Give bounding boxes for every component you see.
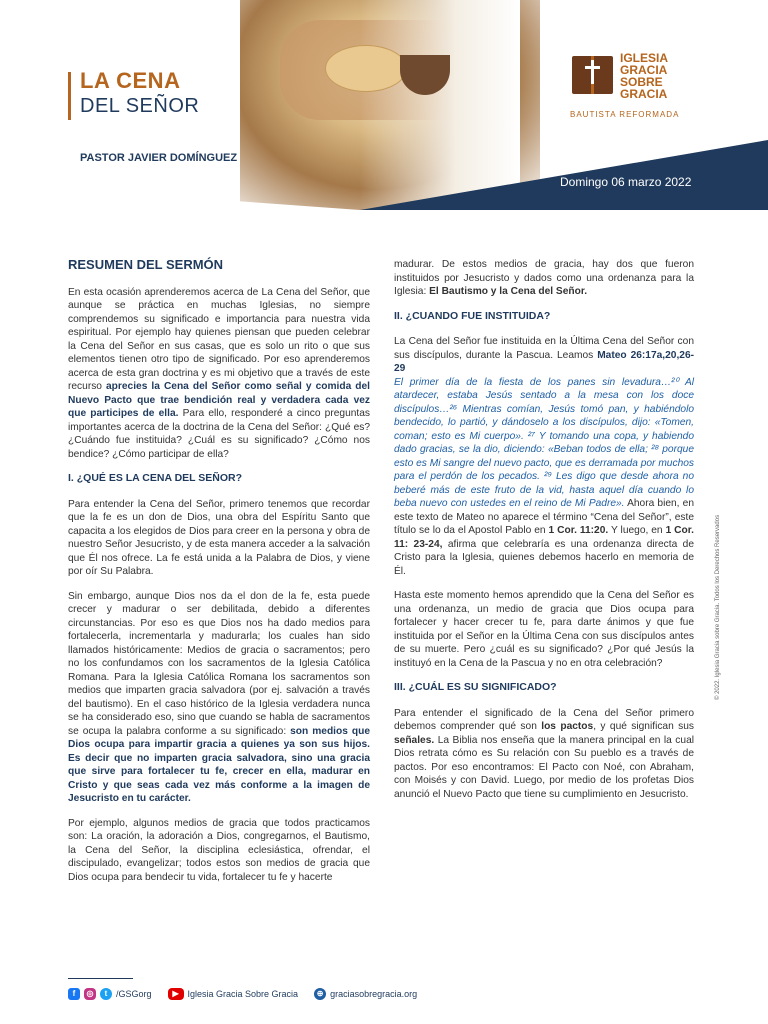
pastor-name: PASTOR JAVIER DOMÍNGUEZ — [80, 152, 238, 164]
sacraments-paragraph: Sin embargo, aunque Dios nos da el don de la fe, esta puede crecer y madurar o ser debilitada, debido a diferentes circunstancias. Por eso es que Dios nos ha dado medios para fortalecerla, incrementarla y madurarla; los cuales han sido llamados históricamente: Medios de gracia o sacramentos; pero no los confundamos con los sacramentos de la Iglesia Católica Romana. Para la Iglesia Católica Romana los sacramentos son medios que imparten gracia salvadora (por ej. salvación a través del bautismo). En el caso histórico de la Iglesia verdadera nunca se ha considerado eso, sino que cuando se habla de sacramentos se ocupa la palabra conforme a su significado: son medios que Dios ocupa para impartir gracia a quienes ya son sus hijos. Es decir que no imparten gracia salvadora, sino una gracia que sirve para fortalecer tu fe, crecer en ella, madurar en Cristo y que seas cada vez más conforme a la imagen de Jesucristo en tu carácter. — [68, 590, 370, 804]
facebook-icon[interactable]: f — [68, 988, 80, 1000]
church-logo — [570, 50, 690, 130]
logo-tagline: BAUTISTA REFORMADA — [570, 110, 680, 119]
twitter-icon[interactable]: t — [100, 988, 112, 1000]
question-1-heading: I. ¿QUÉ ES LA CENA DEL SEÑOR? — [68, 472, 243, 484]
logo-text-iglesia: IGLESIA — [620, 51, 669, 65]
scripture-verse: El primer día de la fiesta de los panes sin levadura…²⁰ Al atardecer, estaba Jesús sentado a la mesa con los doce discípulos…²⁶ Mientras comían, Jesús tomó pan, y habiéndolo bendecido, lo partió, y dándoselo a los discípulos, dijo: «Tomen, coman; esto es Mi cuerpo». ²⁷ Y tomando una copa, y habiendo dado gracias, se la dio, diciendo: «Beban todos de ella; ²⁸ porque esto es Mi sangre del nuevo pacto, que es derramada por muchos para el perdón de los pecados. ²⁹ Les digo que desde ahora no beberé más de este fruto de la vid, hasta aquel día cuando lo beba nuevo con ustedes en el reino de Mi Padre». — [394, 376, 694, 509]
logo-text-gracia2: GRACIA — [620, 87, 668, 101]
covenant-paragraph: Para entender el significado de la Cena del Señor primero debemos comprender qué son los pactos, y qué significan sus señales. La Biblia nos enseña que la manera principal en la cual Dios retrata cómo es Su relación con Su pueblo es a través de pactos. Por eso encontramos: El Pacto con Noé, con Abraham, con Moisés y con David. Luego, por medio de los profetas Dios anunció el Nuevo Pacto que tiene su cumplimiento en Jesucristo. — [394, 707, 694, 800]
social-handle[interactable]: /GSGorg — [116, 989, 152, 999]
bread-image — [325, 45, 407, 92]
intro-paragraph: En esta ocasión aprenderemos acerca de La Cena del Señor, que aunque se práctica en muchas Iglesias, no siempre comprendemos su significado e importancia para nuestra vida espiritual. Por ejemplo hay quienes piensan que pueden celebrar la Cena del Señor en sus casas, que es solo un rito o que sus elementos tienen otro tipo de significado. Por eso aprenderemos acerca de esta gran doctrina y es mi objetivo que a través de este recurso aprecies la Cena del Señor como señal y comida del Nuevo Pacto que trae bendición real y verdadera cada vez que participes de ella. Para ello, responderé a cinco preguntas importantes acerca de la doctrina de la Cena del Señor: ¿Qué es? ¿Cuándo fue instituida? ¿Cuál es su significado? ¿Cómo nos bendice? ¿Cómo participar de ella? — [68, 286, 370, 460]
footer-divider — [68, 978, 133, 979]
sermon-date: Domingo 06 marzo 2022 — [560, 175, 692, 189]
logo-text-sobre: SOBRE — [620, 75, 663, 89]
page-title-line1: LA CENA — [80, 68, 181, 93]
copyright-sidebar: © 2022. Iglesia Gracia sobre Gracia. Todos los Derechos Reservados — [715, 514, 721, 700]
question-2-heading: II. ¿CUANDO FUE INSTITUIDA? — [394, 309, 551, 322]
page-title-line2: DEL SEÑOR — [80, 95, 200, 117]
institution-paragraph: La Cena del Señor fue instituida en la Última Cena del Señor con sus discípulos, durante la Pascua. Leamos Mateo 26:17a,20,26-29 El primer día de la fiesta de los panes sin levadura…²⁰ Al atardecer, estaba Jesús sentado a la mesa con los doce discípulos…²⁶ Mientras comían, Jesús tomó pan, y habiéndolo bendecido, lo partió, y dándoselo a los discípulos, dijo: «Tomen, coman; esto es Mi cuerpo». ²⁷ Y tomando una copa, y habiendo dado gracias, se la dio, diciendo: «Beban todos de ella; ²⁸ porque esto es Mi sangre del nuevo pacto, que es derramada por muchos para el perdón de los pecados. ²⁹ Les digo que desde ahora no beberé más de este fruto de la vid, hasta aquel día cuando lo beba nuevo con ustedes en el reino de Mi Padre». Ahora bien, en este texto de Mateo no aparece el término “Cena del Señor”, este título se lo da el Apostol Pablo en 1 Cor. 11:20. Y luego, en 1 Cor. 11: 23-24, afirma que celebraría es una ordenanza directa de Cristo para la Iglesia, quienes debemos hacerlo en memoria de Él. — [394, 336, 695, 577]
left-column — [68, 258, 370, 895]
question-3-heading: III. ¿CUÁL ES SU SIGNIFICADO? — [394, 681, 557, 693]
youtube-icon[interactable]: ▶ — [168, 988, 184, 1000]
footer — [68, 988, 417, 1000]
scripture-ref: Mateo 26:17a,20,26-29 — [394, 349, 695, 374]
means-of-grace-paragraph: Por ejemplo, algunos medios de gracia que todos practicamos son: La oración, la adoración a Dios, congregarnos, el Bautismo, la Cena del Señor, la disciplina eclesiástica, ofrendar, el discipulado, evangelizar; todos estos son medios de gracia que Dios ocupa para bendecir tu vida, fortalecer tu fe y hacerte — [68, 817, 370, 883]
summary-paragraph: Hasta este momento hemos aprendido que la Cena del Señor es una ordenanza, un medio de gracia que Dios ocupa para fortalecer y hacer crecer tu fe, para darte ánimos y que fue instituida por el Señor en la Última Cena con sus discípulos antes de su muerte. Pero ¿cuál es su significado? ¿Por qué Jesús la instituyó en la Cena de la Pascua y no en otra celebración? — [394, 590, 694, 669]
website-link[interactable]: graciasobregracia.org — [330, 989, 418, 999]
right-column — [394, 258, 694, 812]
faith-paragraph: Para entender la Cena del Señor, primero tenemos que recordar que la fe es un don de Dios, una obra del Espíritu Santo que capacita a los elegidos de Dios para creer en la persona y obra de nuestro Señor Jesucristo, y de esta manera acceder a la salvación que Él nos ofrece. La fe está unida a la Palabra de Dios, y viene por oír Su Palabra. — [68, 498, 370, 577]
title-accent-bar — [68, 72, 71, 120]
logo-text-gracia: GRACIA — [620, 63, 668, 77]
ordinances-paragraph: madurar. De estos medios de gracia, hay dos que fueron instituidos por Jesucristo y dados como una ordenanza para la Iglesia: El Bautismo y la Cena del Señor. — [394, 259, 694, 297]
section-heading: RESUMEN DEL SERMÓN — [68, 257, 224, 272]
youtube-channel[interactable]: Iglesia Gracia Sobre Gracia — [187, 989, 299, 999]
bible-cross-icon — [570, 52, 615, 97]
globe-icon[interactable]: ⊕ — [314, 988, 326, 1000]
header-banner — [0, 0, 768, 210]
instagram-icon[interactable]: ◎ — [84, 988, 96, 1000]
